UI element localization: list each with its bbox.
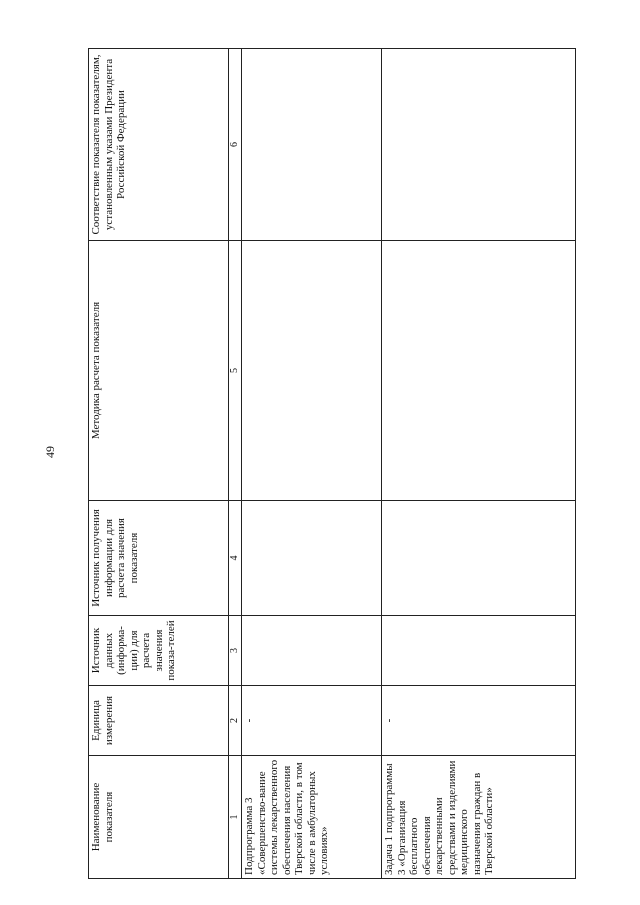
indicators-table <box>88 48 576 879</box>
row-data-source <box>242 616 382 686</box>
row-decree-compliance <box>242 49 382 241</box>
header-decree-compliance: Соответствие показателя показателям, установленным указами Президента Российской Федерации <box>89 49 229 241</box>
table-row <box>242 49 382 879</box>
row-info-source <box>242 501 382 616</box>
column-number: 1 <box>229 756 242 879</box>
rotated-table-container <box>88 49 576 879</box>
row-unit: - <box>382 686 576 756</box>
header-info-source: Источник получения информации для расчета значения показателя <box>89 501 229 616</box>
row-info-source <box>382 501 576 616</box>
row-indicator-name: Подпрограмма 3 «Совершенство-вание системы лекарственного обеспечения населения Тверской области, в том числе в амбулаторных условиях» <box>242 756 382 879</box>
page-number: 49 <box>43 446 57 458</box>
row-decree-compliance <box>382 49 576 241</box>
row-calculation-method <box>242 241 382 501</box>
table-header-row <box>89 49 229 879</box>
row-data-source <box>382 616 576 686</box>
column-number: 4 <box>229 501 242 616</box>
header-calculation-method: Методика расчета показателя <box>89 241 229 501</box>
column-number: 6 <box>229 49 242 241</box>
row-indicator-name: Задача 1 подпрограммы 3 «Организация бесплатного обеспечения лекарственными средствами и изделиями медицинского назначения граждан в Тверской области» <box>382 756 576 879</box>
table-row <box>382 49 576 879</box>
column-number: 3 <box>229 616 242 686</box>
column-number: 5 <box>229 241 242 501</box>
header-data-source: Источник данных (информа-ции) для расчета значения показа-телей <box>89 616 229 686</box>
row-unit: - <box>242 686 382 756</box>
header-indicator-name: Наименование показателя <box>89 756 229 879</box>
column-number: 2 <box>229 686 242 756</box>
column-number-row <box>229 49 242 879</box>
header-unit: Единица измерения <box>89 686 229 756</box>
row-calculation-method <box>382 241 576 501</box>
